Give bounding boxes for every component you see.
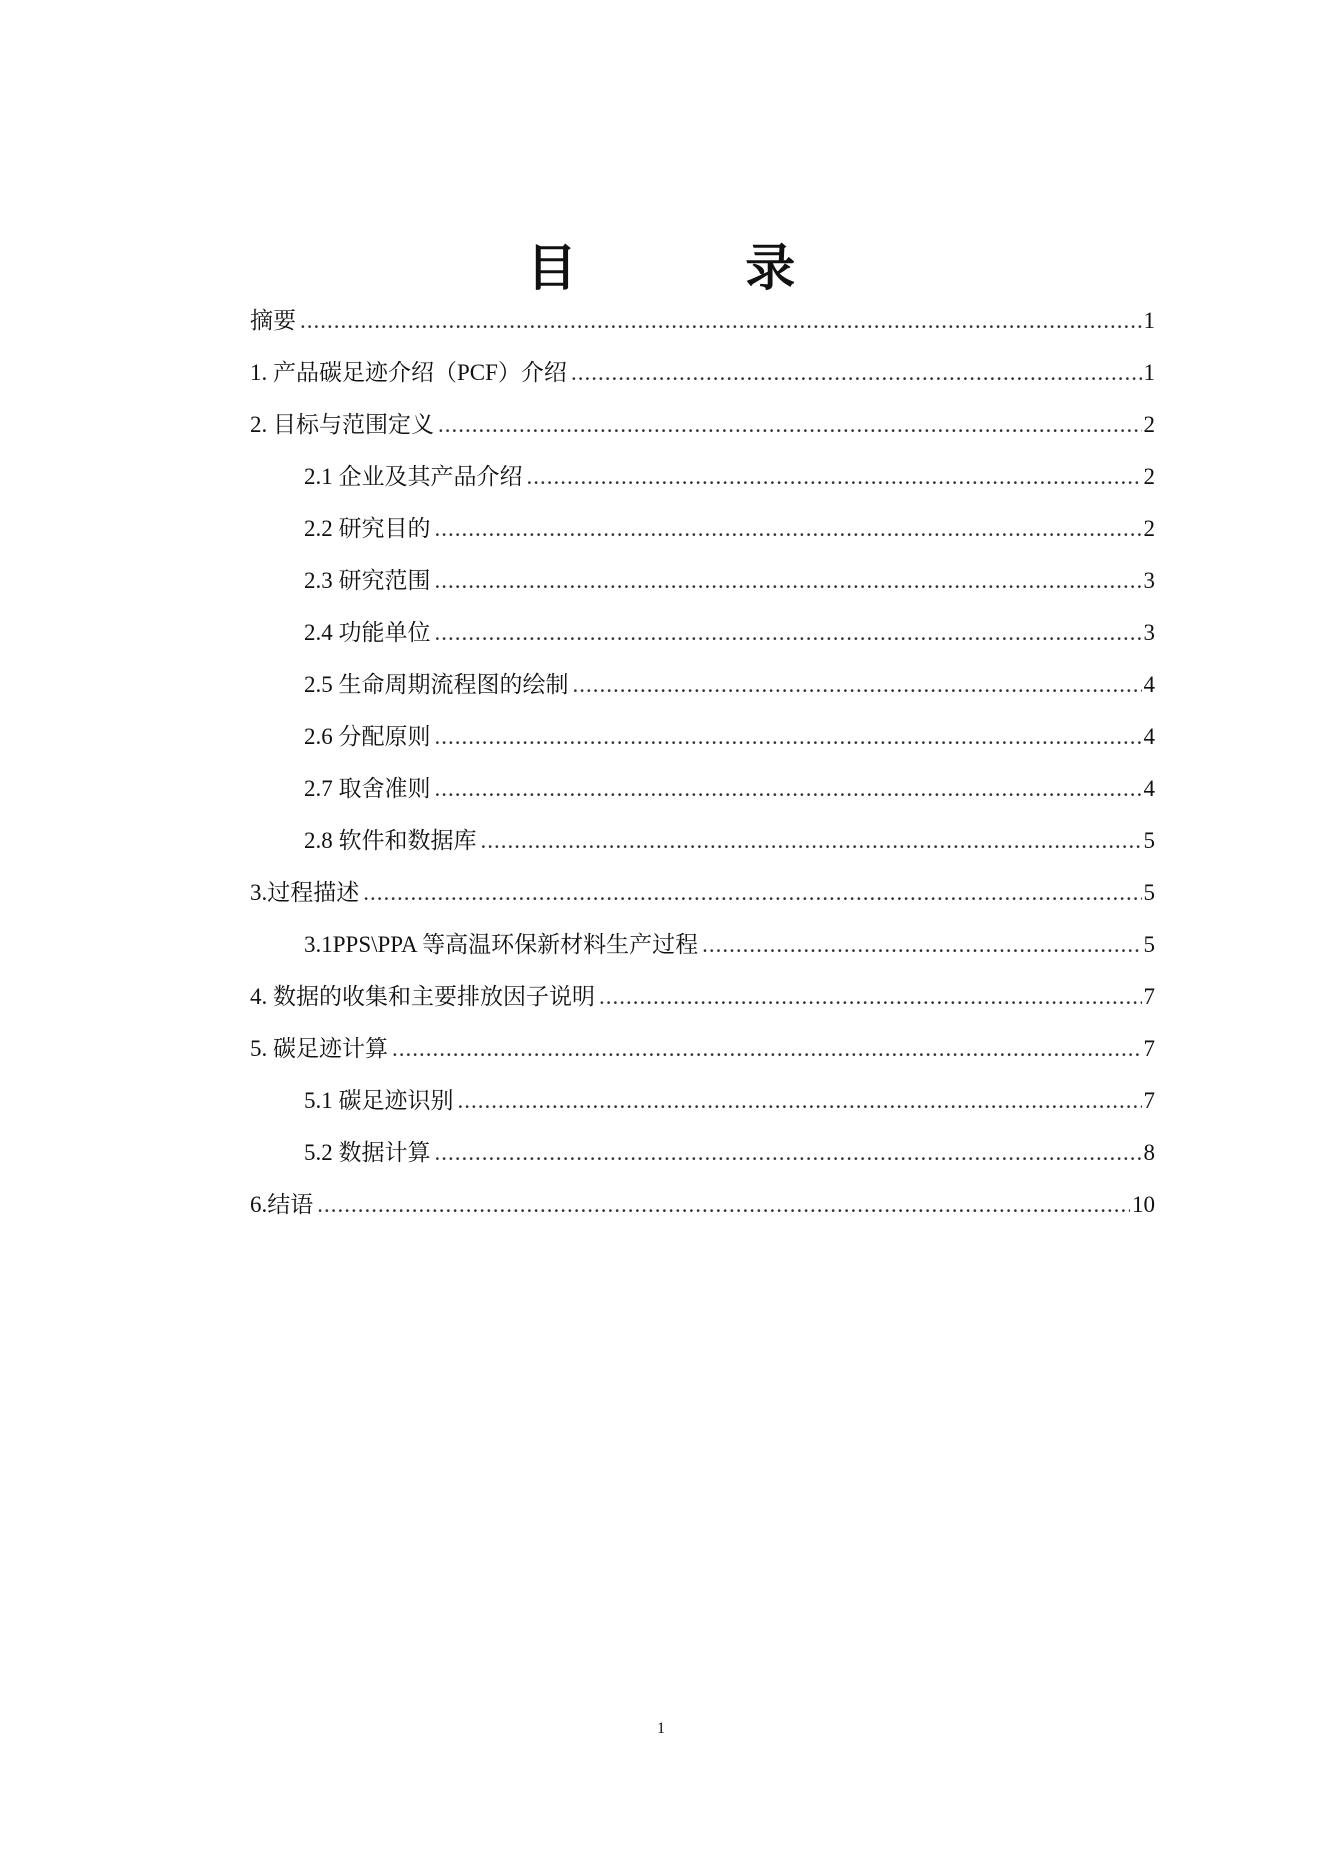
toc-dot-leader — [458, 1081, 1142, 1121]
toc-entry-page: 5 — [1143, 828, 1155, 853]
toc-entry-page: 3 — [1143, 568, 1155, 593]
toc-entry-text: 2.1 企业及其产品介绍 — [304, 464, 523, 489]
toc-entry-5-1[interactable] — [250, 1081, 1155, 1133]
toc-entry-text: 5.1 碳足迹识别 — [304, 1088, 454, 1113]
toc-entry-abstract[interactable] — [250, 301, 1155, 353]
toc-entry-text: 1. 产品碳足迹介绍（PCF）介绍 — [250, 360, 567, 385]
toc-entry-page: 4 — [1143, 776, 1155, 801]
toc-entry-text: 2.2 研究目的 — [304, 516, 431, 541]
toc-entry-text: 5. 碳足迹计算 — [250, 1036, 388, 1061]
toc-dot-leader — [435, 509, 1142, 549]
toc-entry-text: 摘要 — [250, 308, 296, 333]
toc-entry-page: 5 — [1143, 880, 1155, 905]
toc-entry-page: 2 — [1143, 412, 1155, 437]
toc-entry-text: 6.结语 — [250, 1192, 314, 1217]
toc-entry-1[interactable] — [250, 353, 1155, 405]
toc-entry-text: 2.3 研究范围 — [304, 568, 431, 593]
toc-entry-2[interactable] — [250, 405, 1155, 457]
toc-entry-page: 7 — [1143, 1088, 1155, 1113]
toc-dot-leader — [435, 769, 1142, 809]
toc-entry-2-2[interactable] — [250, 509, 1155, 561]
toc-entry-2-7[interactable] — [250, 769, 1155, 821]
toc-entry-page: 2 — [1143, 464, 1155, 489]
toc-entry-text: 2. 目标与范围定义 — [250, 412, 434, 437]
toc-entry-page: 10 — [1132, 1192, 1155, 1217]
toc-entry-page: 8 — [1143, 1140, 1155, 1165]
toc-entry-3[interactable] — [250, 873, 1155, 925]
toc-dot-leader — [527, 457, 1142, 497]
toc-dot-leader — [435, 717, 1142, 757]
toc-entry-page: 7 — [1143, 984, 1155, 1009]
page-number: 1 — [657, 1720, 665, 1737]
toc-entry-text: 2.5 生命周期流程图的绘制 — [304, 672, 569, 697]
toc-entry-page: 1 — [1143, 308, 1155, 333]
toc-dot-leader — [599, 977, 1142, 1017]
toc-dot-leader — [435, 1133, 1142, 1173]
toc-entry-page: 7 — [1143, 1036, 1155, 1061]
toc-dot-leader — [317, 1185, 1130, 1225]
toc-entry-text: 2.4 功能单位 — [304, 620, 431, 645]
toc-entry-2-4[interactable] — [250, 613, 1155, 665]
toc-entry-page: 2 — [1143, 516, 1155, 541]
toc-dot-leader — [300, 301, 1142, 341]
toc-entry-page: 1 — [1143, 360, 1155, 385]
toc-dot-leader — [363, 873, 1141, 913]
toc-dot-leader — [702, 925, 1141, 965]
toc-entry-page: 3 — [1143, 620, 1155, 645]
toc-dot-leader — [435, 561, 1142, 601]
toc-entry-6[interactable] — [250, 1185, 1155, 1237]
toc-dot-leader — [481, 821, 1142, 861]
toc-entry-2-8[interactable] — [250, 821, 1155, 873]
toc-entry-2-3[interactable] — [250, 561, 1155, 613]
toc-title: 目 录 — [526, 240, 874, 296]
toc-entry-text: 3.过程描述 — [250, 880, 360, 905]
toc-entry-5-2[interactable] — [250, 1133, 1155, 1185]
toc-entry-page: 5 — [1143, 932, 1155, 957]
toc-dot-leader — [571, 353, 1142, 393]
toc-dot-leader — [438, 405, 1142, 445]
toc-dot-leader — [573, 665, 1142, 705]
toc-entry-2-1[interactable] — [250, 457, 1155, 509]
toc-entry-text: 4. 数据的收集和主要排放因子说明 — [250, 984, 595, 1009]
toc-entry-text: 5.2 数据计算 — [304, 1140, 431, 1165]
toc-entry-page: 4 — [1143, 724, 1155, 749]
toc-dot-leader — [435, 613, 1142, 653]
toc-entry-text: 2.7 取舍准则 — [304, 776, 431, 801]
table-of-contents — [250, 301, 1155, 1237]
toc-entry-4[interactable] — [250, 977, 1155, 1029]
toc-entry-3-1[interactable] — [250, 925, 1155, 977]
toc-dot-leader — [392, 1029, 1142, 1069]
toc-entry-page: 4 — [1143, 672, 1155, 697]
toc-entry-2-5[interactable] — [250, 665, 1155, 717]
toc-entry-2-6[interactable] — [250, 717, 1155, 769]
toc-entry-text: 2.6 分配原则 — [304, 724, 431, 749]
toc-entry-5[interactable] — [250, 1029, 1155, 1081]
toc-entry-text: 3.1PPS\PPA 等高温环保新材料生产过程 — [304, 932, 699, 957]
toc-entry-text: 2.8 软件和数据库 — [304, 828, 477, 853]
